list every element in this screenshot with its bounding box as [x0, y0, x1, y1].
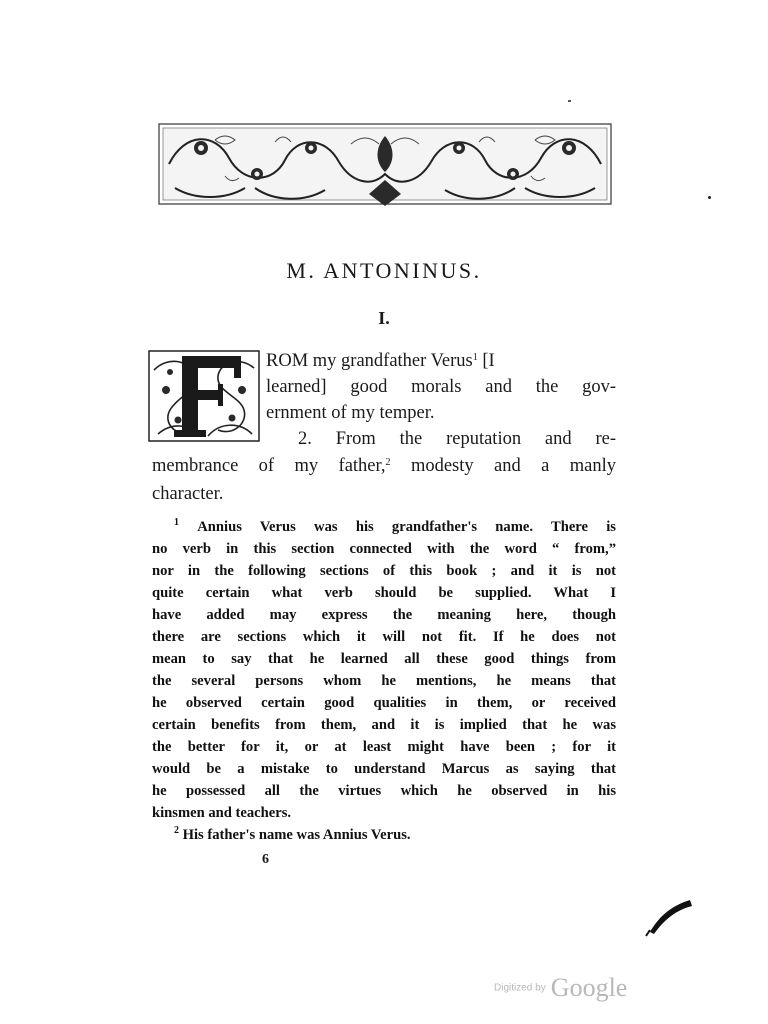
footnote-line: there are sections which it will not fit. If he does not [152, 629, 616, 645]
google-logo-text: Google [550, 973, 628, 1002]
page-number: 6 [262, 852, 269, 867]
text-line: membrance of my father,$^2$ modesty and a manly [152, 456, 616, 476]
floral-headpiece-icon [155, 118, 615, 218]
footnote-line: the several persons whom he mentions, he means that [152, 673, 616, 689]
footnote-line: quite certain what verb should be supplied. What I [152, 585, 616, 601]
footnote-line: nor in the following sections of this book ; and it is not [152, 563, 616, 579]
text-line: learned] good morals and the gov- [266, 377, 616, 397]
digitized-by-google-watermark [494, 973, 627, 1005]
text-line: 2. From the reputation and re- [298, 429, 616, 449]
footnote-line: kinsmen and teachers. [152, 805, 292, 821]
text-line: character. [152, 484, 224, 504]
footnote-line: the better for it, or at least might have been ; for it [152, 739, 616, 755]
footnote-line: he observed certain good qualities in them, or received [152, 695, 616, 711]
chapter-heading: I. [378, 308, 390, 328]
footnote-line: have added may express the meaning here, though [152, 607, 616, 623]
footnote-line: would be a mistake to understand Marcus as saying that [152, 761, 616, 777]
footnote-line: $^1$ Annius Verus was his grandfather's name. There is [174, 518, 616, 535]
footnote-1 [152, 518, 616, 848]
ink-speck [568, 100, 571, 102]
text-line: ROM my grandfather Verus$^1$ [I [266, 351, 495, 371]
watermark-small-text: Digitized by [494, 982, 546, 994]
footnote-2: $^2$ His father's name was Annius Verus. [174, 826, 411, 843]
footnote-line: no verb in this section connected with the word “ from,” [152, 541, 616, 557]
ornamental-initial-icon [148, 350, 260, 442]
footnote-line: mean to say that he learned all these good things from [152, 651, 616, 667]
book-title: M. ANTONINUS. [286, 258, 482, 283]
text-line: ernment of my temper. [266, 403, 435, 423]
ink-mark-icon [640, 892, 696, 938]
ink-speck [708, 196, 711, 199]
footnote-line: certain benefits from them, and it is implied that he was [152, 717, 616, 733]
footnote-line: he possessed all the virtues which he observed in his [152, 783, 616, 799]
